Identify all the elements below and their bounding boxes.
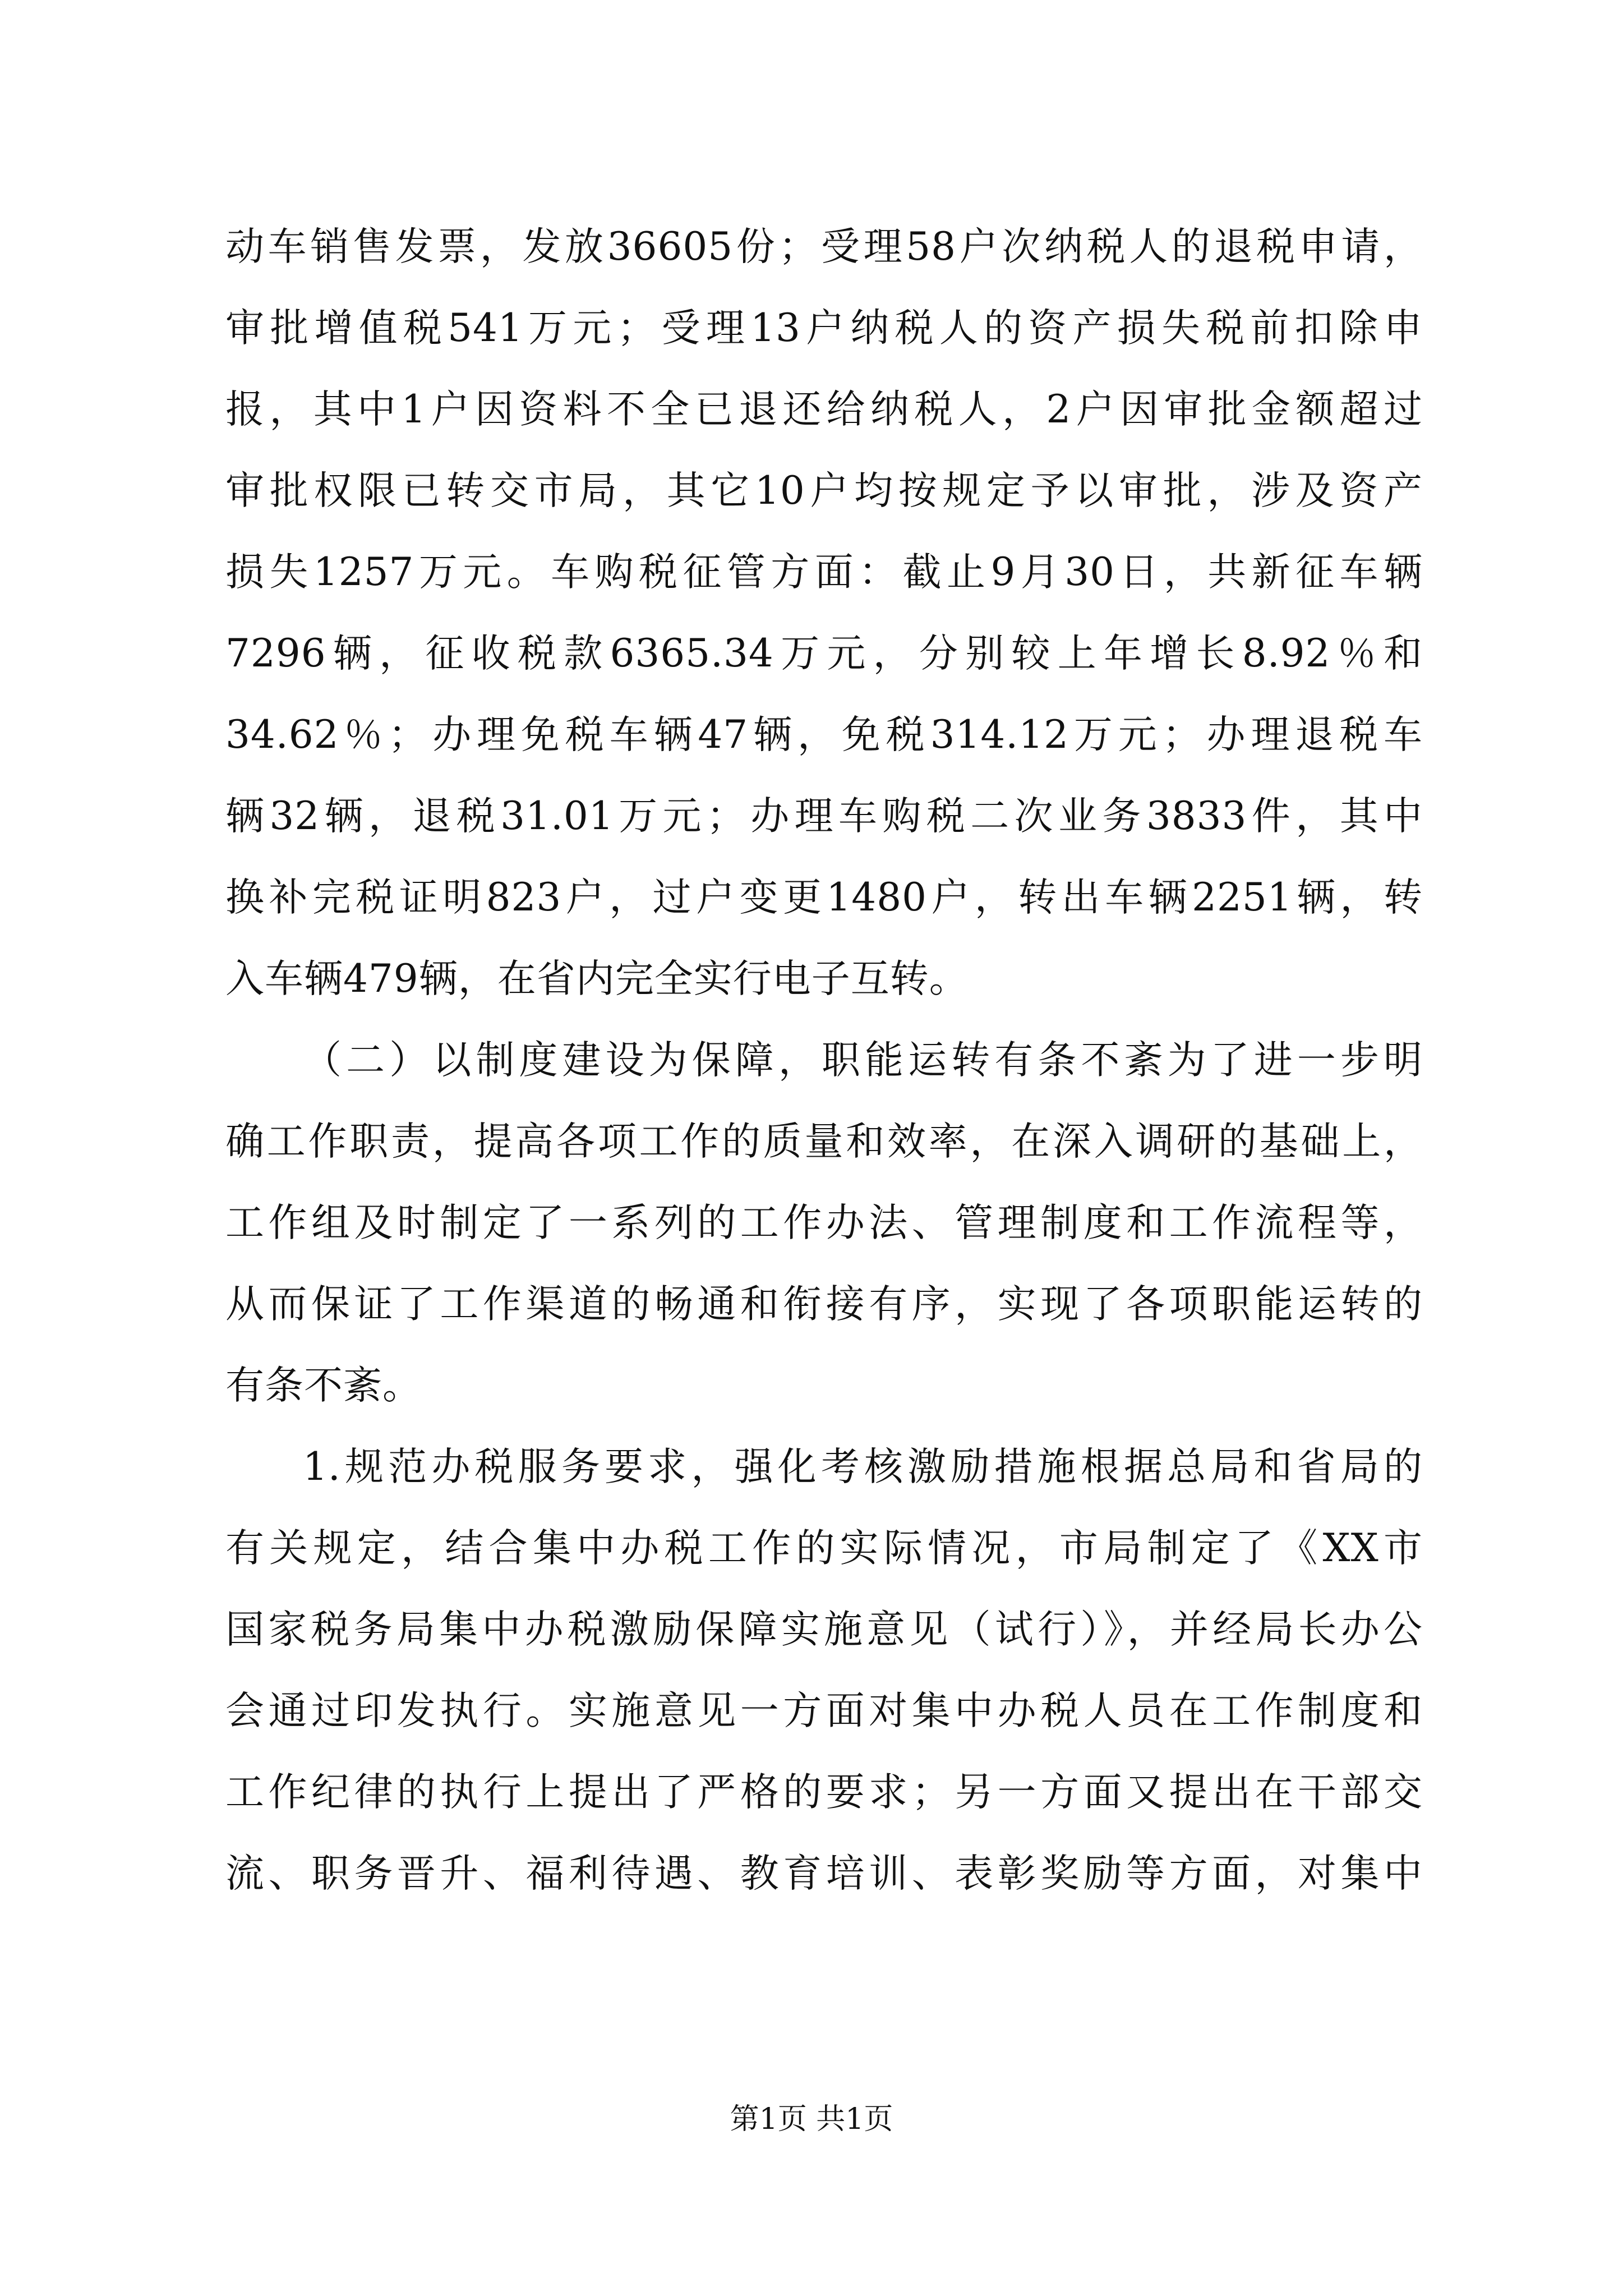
text-line: 流、职务晋升、福利待遇、教育培训、表彰奖励等方面，对集中 — [225, 1851, 1423, 1896]
text-line: 动车销售发票，发放36605份；受理58户次纳税人的退税申请， — [225, 224, 1423, 269]
text-line: 确工作职责，提高各项工作的质量和效率，在深入调研的基础上， — [225, 1119, 1423, 1164]
text-line: 换补完税证明823户，过户变更1480户，转出车辆2251辆，转 — [225, 875, 1423, 920]
text-line: 损失1257万元。车购税征管方面：截止9月30日，共新征车辆 — [225, 550, 1423, 595]
text-line: 国家税务局集中办税激励保障实施意见（试行）》，并经局长办公 — [225, 1607, 1423, 1652]
text-line: 辆32辆，退税31.01万元；办理车购税二次业务3833件，其中 — [225, 794, 1423, 839]
page-number-footer: 第1页 共1页 — [730, 2102, 893, 2136]
section-heading-line: （二）以制度建设为保障，职能运转有条不紊为了进一步明 — [303, 1038, 1423, 1083]
text-line: 审批增值税541万元；受理13户纳税人的资产损失税前扣除申 — [225, 306, 1423, 351]
text-line: 会通过印发执行。实施意见一方面对集中办税人员在工作制度和 — [225, 1688, 1423, 1733]
text-line: 报，其中1户因资料不全已退还给纳税人，2户因审批金额超过 — [225, 387, 1423, 432]
text-line: 工作纪律的执行上提出了严格的要求；另一方面又提出在干部交 — [225, 1770, 1423, 1815]
document-body — [225, 206, 1423, 1915]
subsection-heading-line: 1.规范办税服务要求，强化考核激励措施根据总局和省局的 — [303, 1444, 1423, 1489]
text-line: 有条不紊。 — [225, 1363, 422, 1408]
text-line: 7296辆，征收税款6365.34万元，分别较上年增长8.92％和 — [225, 631, 1423, 676]
text-line: 工作组及时制定了一系列的工作办法、管理制度和工作流程等， — [225, 1200, 1423, 1245]
text-line: 有关规定，结合集中办税工作的实际情况，市局制定了《XX市 — [225, 1526, 1423, 1571]
text-line: 入车辆479辆，在省内完全实行电子互转。 — [225, 956, 969, 1001]
text-line: 34.62％；办理免税车辆47辆，免税314.12万元；办理退税车 — [225, 712, 1423, 757]
text-line: 审批权限已转交市局，其它10户均按规定予以审批，涉及资产 — [225, 468, 1423, 513]
text-line: 从而保证了工作渠道的畅通和衔接有序，实现了各项职能运转的 — [225, 1282, 1423, 1327]
